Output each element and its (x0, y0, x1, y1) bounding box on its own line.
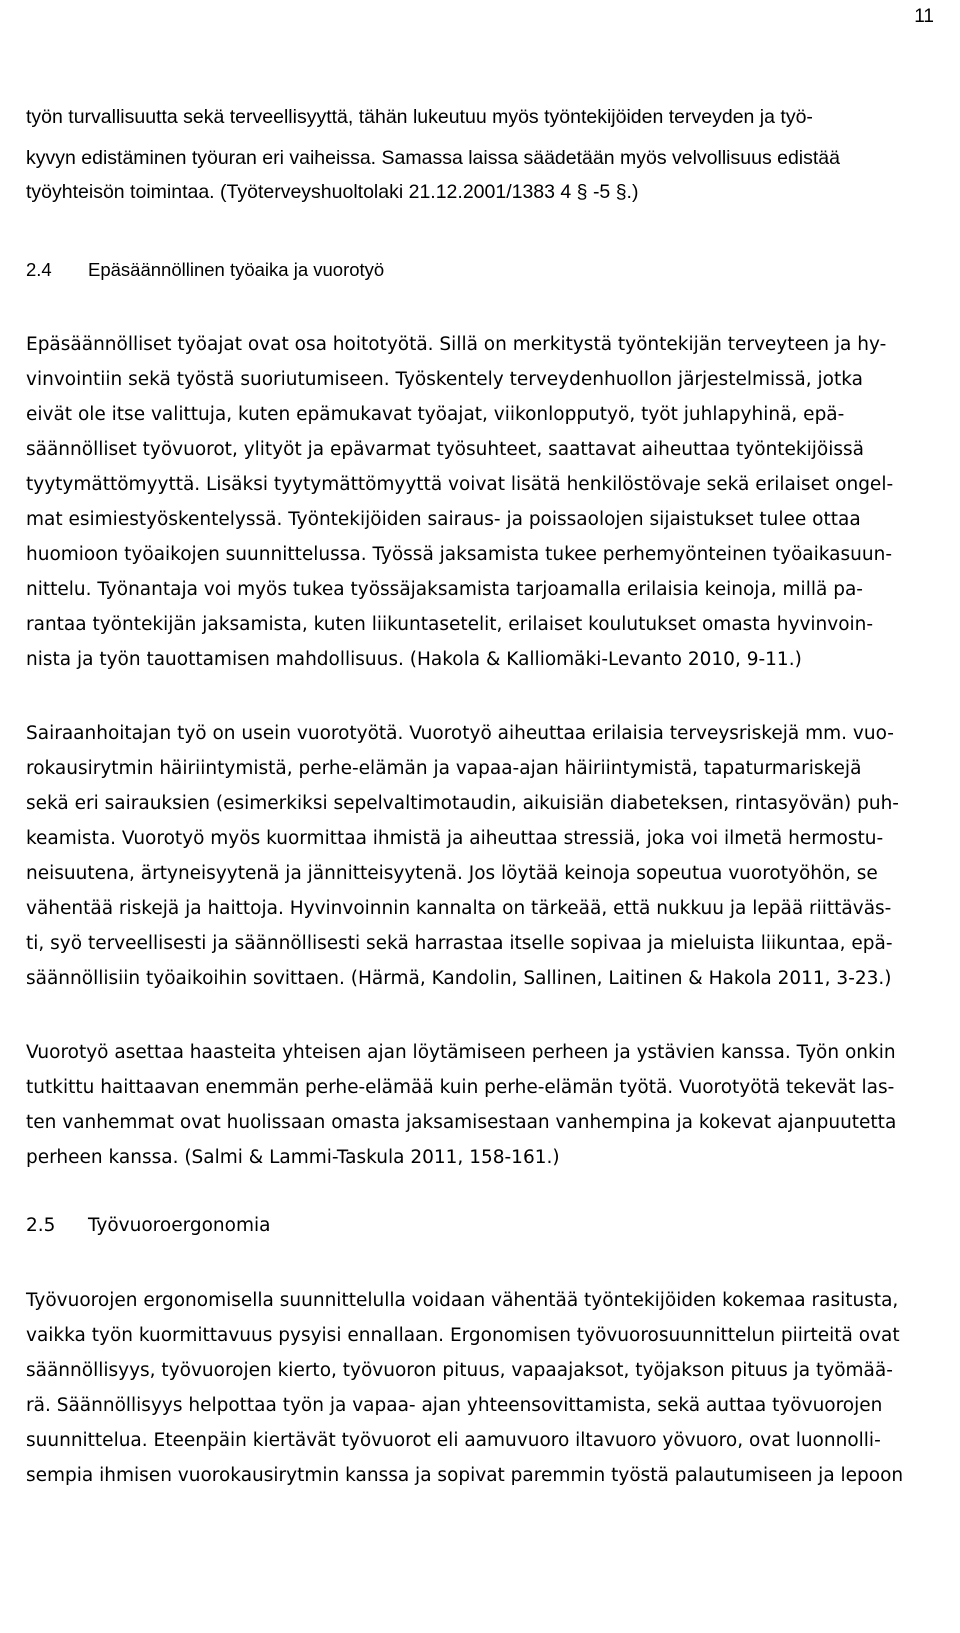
paragraph-5-line: vaikka työn kuormittavuus pysyisi ennallaan. Ergonomisen työvuorosuunnittelun piirteitä ovat (26, 1325, 900, 1346)
paragraph-2-line: Epäsäännölliset työajat ovat osa hoitotyötä. Sillä on merkitystä työntekijän terveyteen ja hy- (26, 334, 887, 355)
paragraph-3-line: neisuutena, ärtyneisyytenä ja jännitteisyytenä. Jos löytää keinoja sopeutua vuorotyöhön, se (26, 863, 878, 884)
paragraph-2-line: nittelu. Työnantaja voi myös tukea työssäjaksamista tarjoamalla erilaisia keinoja, millä pa- (26, 579, 863, 600)
section-title: Epäsäännöllinen työaika ja vuorotyö (88, 259, 385, 280)
paragraph-5-line: rä. Säännöllisyys helpottaa työn ja vapaa- ajan yhteensovittamista, sekä auttaa työvuorojen (26, 1395, 883, 1416)
paragraph-2-line: tyytymättömyyttä. Lisäksi tyytymättömyyttä voivat lisätä henkilöstövaje sekä erilaiset ongel- (26, 474, 894, 495)
section-number: 2.4 (26, 259, 52, 280)
paragraph-2-line: eivät ole itse valittuja, kuten epämukavat työajat, viikonlopputyö, työt juhlapyhinä, epä- (26, 404, 845, 425)
section-number: 2.5 (26, 1215, 56, 1236)
page-number: 11 (914, 6, 934, 27)
paragraph-3-line: keamista. Vuorotyö myös kuormittaa ihmistä ja aiheuttaa stressiä, joka voi ilmetä hermostu- (26, 828, 884, 849)
paragraph-4-line: Vuorotyö asettaa haasteita yhteisen ajan löytämiseen perheen ja ystävien kanssa. Työn onkin (26, 1042, 896, 1063)
paragraph-2-line: rantaa työntekijän jaksamista, kuten liikuntasetelit, erilaiset koulutukset omasta hyvinvoin- (26, 614, 874, 635)
paragraph-3-line: sekä eri sairauksien (esimerkiksi sepelvaltimotaudin, aikuisiän diabeteksen, rintasyövän) puh- (26, 793, 899, 814)
paragraph-5-line: Työvuorojen ergonomisella suunnittelulla voidaan vähentää työntekijöiden kokemaa rasitusta, (26, 1290, 899, 1311)
paragraph-4-line: tutkittu haittaavan enemmän perhe-elämää kuin perhe-elämän työtä. Vuorotyötä tekevät las- (26, 1077, 895, 1098)
paragraph-4-line: ten vanhemmat ovat huolissaan omasta jaksamisestaan vanhempina ja kokevat ajanpuutetta (26, 1112, 897, 1133)
paragraph-1-line: kyvyn edistäminen työuran eri vaiheissa. Samassa laissa säädetään myös velvollisuus edistää (26, 147, 840, 169)
paragraph-3-line: rokausirytmin häiriintymistä, perhe-elämän ja vapaa-ajan häiriintymistä, tapaturmariskejä (26, 758, 862, 779)
paragraph-2-line: vinvointiin sekä työstä suoriutumiseen. Työskentely terveydenhuollon järjestelmissä, jotka (26, 369, 863, 390)
paragraph-1-line: työyhteisön toimintaa. (Työterveyshuoltolaki 21.12.2001/1383 4 § -5 §.) (26, 181, 639, 203)
paragraph-5-line: sempia ihmisen vuorokausirytmin kanssa ja sopivat paremmin työstä palautumiseen ja lepoon (26, 1465, 904, 1486)
paragraph-2-line: nista ja työn tauottamisen mahdollisuus. (Hakola & Kalliomäki-Levanto 2010, 9-11.) (26, 649, 802, 670)
paragraph-1-line: työn turvallisuutta sekä terveellisyyttä, tähän lukeutuu myös työntekijöiden terveyden ja työ- (26, 106, 813, 128)
paragraph-3-line: Sairaanhoitajan työ on usein vuorotyötä. Vuorotyö aiheuttaa erilaisia terveysriskejä mm. vuo- (26, 723, 894, 744)
paragraph-2-line: mat esimiestyöskentelyssä. Työntekijöiden sairaus- ja poissaolojen sijaistukset tulee ottaa (26, 509, 861, 530)
paragraph-3-line: säännöllisiin työaikoihin sovittaen. (Härmä, Kandolin, Sallinen, Laitinen & Hakola 2011, 3-23.) (26, 968, 892, 989)
paragraph-2-line: säännölliset työvuorot, ylityöt ja epävarmat työsuhteet, saattavat aiheuttaa työntekijöissä (26, 439, 864, 460)
section-heading-2-5 (26, 1214, 270, 1238)
paragraph-3-line: ti, syö terveellisesti ja säännöllisesti sekä harrastaa itselle sopivaa ja mieluista liikuntaa, epä- (26, 933, 893, 954)
paragraph-5-line: säännöllisyys, työvuorojen kierto, työvuoron pituus, vapaajaksot, työjakson pituus ja työmää- (26, 1360, 893, 1381)
paragraph-2-line: huomioon työaikojen suunnittelussa. Työssä jaksamista tukee perhemyönteinen työaikasuun- (26, 544, 892, 565)
paragraph-4-line: perheen kanssa. (Salmi & Lammi-Taskula 2011, 158-161.) (26, 1147, 560, 1168)
section-title: Työvuoroergonomia (88, 1215, 271, 1236)
paragraph-5-line: suunnittelua. Eteenpäin kiertävät työvuorot eli aamuvuoro iltavuoro yövuoro, ovat luonnolli- (26, 1430, 881, 1451)
section-heading-2-4 (26, 258, 384, 282)
paragraph-3-line: vähentää riskejä ja haittoja. Hyvinvoinnin kannalta on tärkeää, että nukkuu ja lepää riittäväs- (26, 898, 892, 919)
